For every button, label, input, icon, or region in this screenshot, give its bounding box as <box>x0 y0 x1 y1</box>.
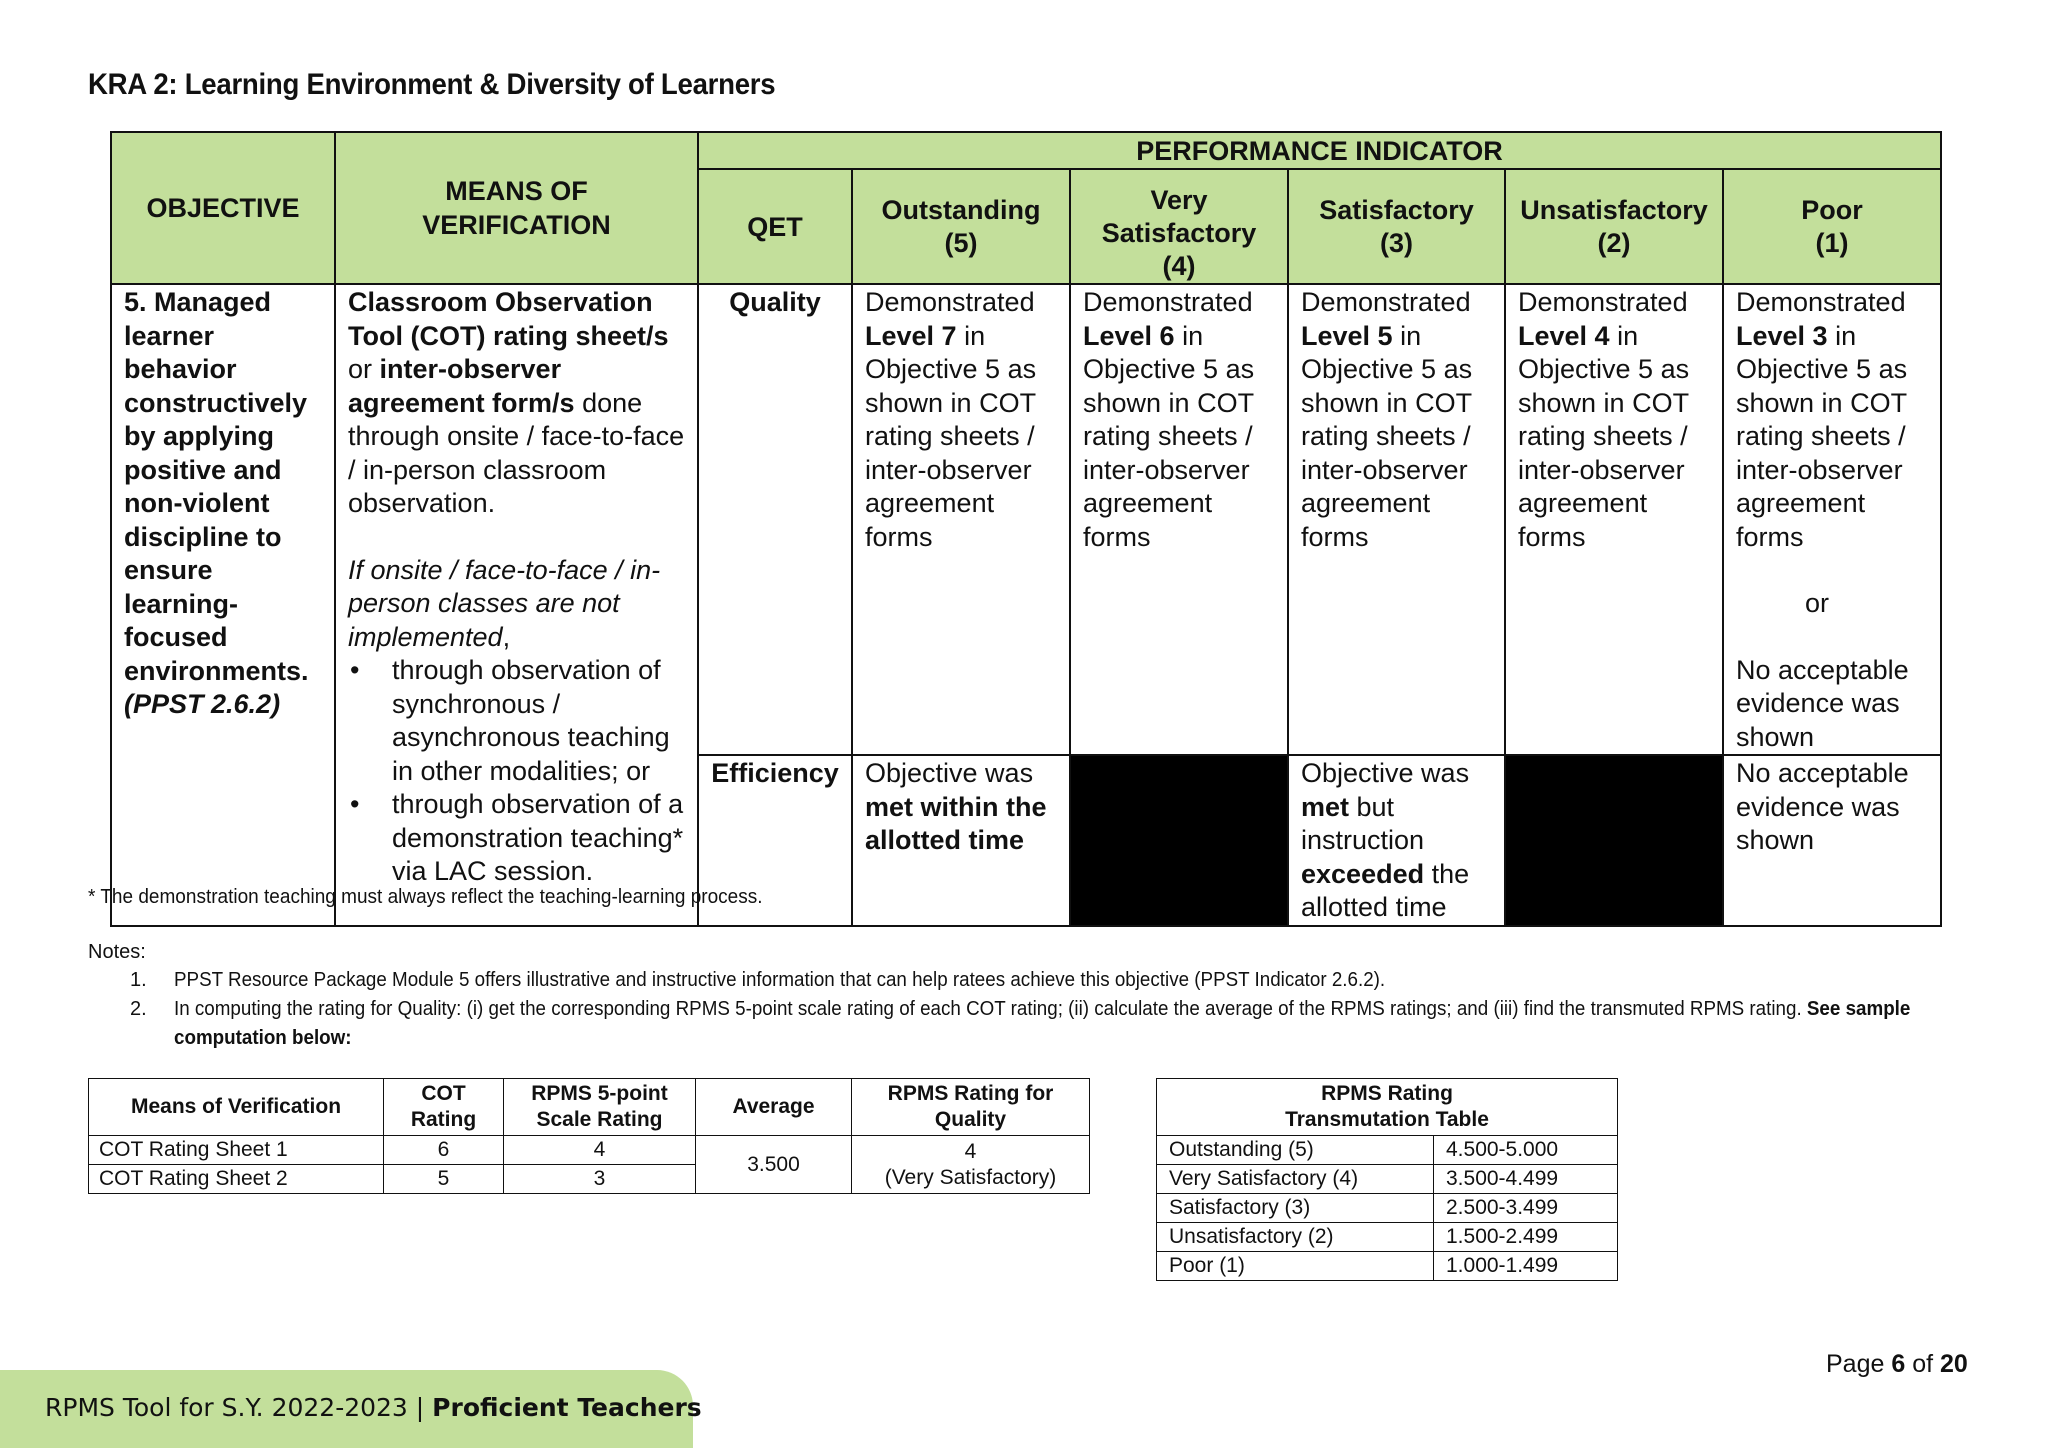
sample-mov: COT Rating Sheet 2 <box>89 1165 384 1194</box>
quality-post: in Objective 5 as shown in COT rating sheets / inter-observer agreement forms <box>1518 320 1690 552</box>
page-prefix: Page <box>1826 1350 1892 1378</box>
header-means-of-verification: MEANS OF VERIFICATION <box>335 132 698 284</box>
note-number: 2. <box>130 998 147 1020</box>
sample-cot: 6 <box>384 1136 504 1165</box>
quality-level: Level 3 <box>1736 320 1828 351</box>
quality-satisfactory <box>1288 284 1505 755</box>
page-current: 6 <box>1891 1350 1906 1378</box>
page-total: 20 <box>1940 1350 1968 1378</box>
page-number <box>1826 1350 1968 1379</box>
quality-pre: Demonstrated <box>1518 287 1688 317</box>
transmutation-range: 2.500-3.499 <box>1434 1194 1618 1223</box>
note-text <box>174 995 1988 1053</box>
quality-post: in Objective 5 as shown in COT rating sheets / inter-observer agreement forms <box>1083 320 1255 552</box>
transmutation-range: 4.500-5.000 <box>1434 1136 1618 1165</box>
efficiency-pre: Objective was <box>1301 758 1470 788</box>
transmutation-header <box>1157 1079 1618 1136</box>
transmutation-label: Satisfactory (3) <box>1157 1194 1434 1223</box>
sample-computation-table <box>88 1078 1090 1194</box>
level-name: Outstanding <box>881 195 1041 225</box>
mov-agreement-label: inter-observer agreement form/s <box>348 354 575 418</box>
footnote: * The demonstration teaching must always reflect the teaching-learning process. <box>88 886 763 908</box>
note-text-bold: See sample computation below: <box>174 998 1911 1049</box>
note-item <box>130 995 1960 1053</box>
level-number: (5) <box>944 228 978 258</box>
sample-rating <box>852 1136 1090 1194</box>
header-satisfactory <box>1288 169 1505 284</box>
transmutation-table <box>1156 1078 1618 1281</box>
quality-pre: Demonstrated <box>865 287 1035 317</box>
qet-efficiency: Efficiency <box>698 755 852 926</box>
transmutation-range: 3.500-4.499 <box>1434 1165 1618 1194</box>
level-number: (3) <box>1380 228 1413 258</box>
efficiency-unsatisfactory-blank <box>1505 755 1723 926</box>
efficiency-satisfactory <box>1288 755 1505 926</box>
quality-very-satisfactory <box>1070 284 1288 755</box>
transmutation-range: 1.500-2.499 <box>1434 1223 1618 1252</box>
sample-header: Average <box>696 1079 852 1136</box>
sample-average: 3.500 <box>696 1136 852 1194</box>
quality-level: Level 4 <box>1518 320 1610 351</box>
footer-label: RPMS Tool for S.Y. 2022-2023 | <box>45 1393 433 1422</box>
qet-quality: Quality <box>698 284 852 755</box>
mov-cot-label: Classroom Observation Tool (COT) rating sheet/s <box>348 287 669 351</box>
header-very-satisfactory <box>1070 169 1288 284</box>
objective-ref: (PPST 2.6.2) <box>124 689 281 719</box>
mov-comma: , <box>502 621 511 652</box>
quality-poor <box>1723 284 1941 755</box>
efficiency-mid: but instruction <box>1301 791 1425 855</box>
sample-rating-label: (Very Satisfactory) <box>884 1165 1057 1189</box>
page-of: of <box>1905 1350 1940 1378</box>
quality-unsatisfactory <box>1505 284 1723 755</box>
transmutation-label: Very Satisfactory (4) <box>1157 1165 1434 1194</box>
objective-cell <box>111 284 335 926</box>
sample-header: RPMS Rating for Quality <box>852 1079 1090 1136</box>
mov-or: or <box>348 354 380 384</box>
quality-level: Level 5 <box>1301 320 1393 351</box>
objective-text: 5. Managed learner behavior constructively by applying positive and non-violent discipline to ensure learning-focused environments. <box>124 287 309 686</box>
mov-bullet: • through observation of a demonstration teaching* via LAC session. <box>348 788 685 889</box>
quality-pre: Demonstrated <box>1083 287 1253 317</box>
sample-mov: COT Rating Sheet 1 <box>89 1136 384 1165</box>
quality-poor-no-evidence: No acceptable evidence was shown <box>1736 654 1909 752</box>
note-text-plain: In computing the rating for Quality: (i) get the corresponding RPMS 5-point scale rating of each COT rating; (ii) calculate the average of the RPMS ratings; and (iii) find the transmuted RPMS rating. <box>174 998 1807 1020</box>
efficiency-post: the allotted time <box>1301 858 1470 922</box>
quality-poor-or: or <box>1805 588 1830 618</box>
efficiency-very-satisfactory-blank <box>1070 755 1288 926</box>
header-unsatisfactory <box>1505 169 1723 284</box>
table-row <box>89 1136 1090 1165</box>
table-row <box>1157 1165 1618 1194</box>
level-number: (4) <box>1162 251 1196 281</box>
transmutation-label: Outstanding (5) <box>1157 1136 1434 1165</box>
quality-pre: Demonstrated <box>1736 287 1906 317</box>
efficiency-bold: met within the allotted time <box>865 791 1047 855</box>
level-name: Poor <box>1801 195 1863 225</box>
sample-rpms: 4 <box>504 1136 696 1165</box>
efficiency-poor: No acceptable evidence was shown <box>1723 755 1941 926</box>
transmutation-range: 1.000-1.499 <box>1434 1252 1618 1281</box>
efficiency-bold: met <box>1301 791 1350 822</box>
mov-onsite-text: done through onsite / face-to-face / in-person classroom observation. <box>348 387 685 518</box>
sample-header: Means of Verification <box>89 1079 384 1136</box>
sample-rating-value: 4 <box>964 1139 977 1163</box>
header-qet: QET <box>698 169 852 284</box>
quality-level: Level 6 <box>1083 320 1175 351</box>
header-poor <box>1723 169 1941 284</box>
sample-rpms: 3 <box>504 1165 696 1194</box>
level-name: Unsatisfactory <box>1520 195 1708 225</box>
level-number: (1) <box>1815 228 1849 258</box>
header-performance-indicator: PERFORMANCE INDICATOR <box>698 132 1941 169</box>
mov-bullet-list <box>348 654 685 889</box>
sample-cot: 5 <box>384 1165 504 1194</box>
efficiency-bold: exceeded <box>1301 858 1425 889</box>
note-text: PPST Resource Package Module 5 offers illustrative and instructive information that can help ratees achieve this objective (PPST Indicator 2.6.2). <box>174 969 1386 991</box>
level-name: Satisfactory <box>1319 195 1474 225</box>
kra-table <box>110 131 1942 927</box>
notes-list <box>130 966 1960 1053</box>
transmutation-label: Poor (1) <box>1157 1252 1434 1281</box>
quality-post: in Objective 5 as shown in COT rating sheets / inter-observer agreement forms <box>865 320 1037 552</box>
efficiency-pre: Objective was <box>865 758 1034 788</box>
header-outstanding <box>852 169 1070 284</box>
table-row <box>1157 1194 1618 1223</box>
means-of-verification-cell <box>335 284 698 926</box>
page-title: KRA 2: Learning Environment & Diversity of Learners <box>88 68 776 101</box>
table-row <box>1157 1252 1618 1281</box>
sample-header: RPMS 5-point Scale Rating <box>504 1079 696 1136</box>
table-row <box>1157 1136 1618 1165</box>
note-item <box>130 966 1960 995</box>
quality-level: Level 7 <box>865 320 957 351</box>
note-number: 1. <box>130 969 147 991</box>
mov-alternative-condition: If onsite / face-to-face / in-person classes are not implemented <box>348 554 661 652</box>
notes-label: Notes: <box>88 941 146 963</box>
transmutation-header-line: Transmutation Table <box>1285 1108 1489 1131</box>
table-row <box>1157 1223 1618 1252</box>
mov-bullet: • through observation of synchronous / asynchronous teaching in other modalities; or <box>348 654 685 788</box>
transmutation-label: Unsatisfactory (2) <box>1157 1223 1434 1252</box>
level-name: Very Satisfactory <box>1101 185 1257 248</box>
quality-post: in Objective 5 as shown in COT rating sheets / inter-observer agreement forms <box>1301 320 1473 552</box>
quality-post: in Objective 5 as shown in COT rating sheets / inter-observer agreement forms <box>1736 320 1908 552</box>
quality-outstanding <box>852 284 1070 755</box>
transmutation-header-line: RPMS Rating <box>1321 1082 1453 1105</box>
sample-header: COT Rating <box>384 1079 504 1136</box>
footer-audience: Proficient Teachers <box>432 1393 702 1422</box>
level-number: (2) <box>1597 228 1631 258</box>
header-objective: OBJECTIVE <box>111 132 335 284</box>
quality-pre: Demonstrated <box>1301 287 1471 317</box>
efficiency-outstanding <box>852 755 1070 926</box>
footer-text <box>45 1393 702 1422</box>
